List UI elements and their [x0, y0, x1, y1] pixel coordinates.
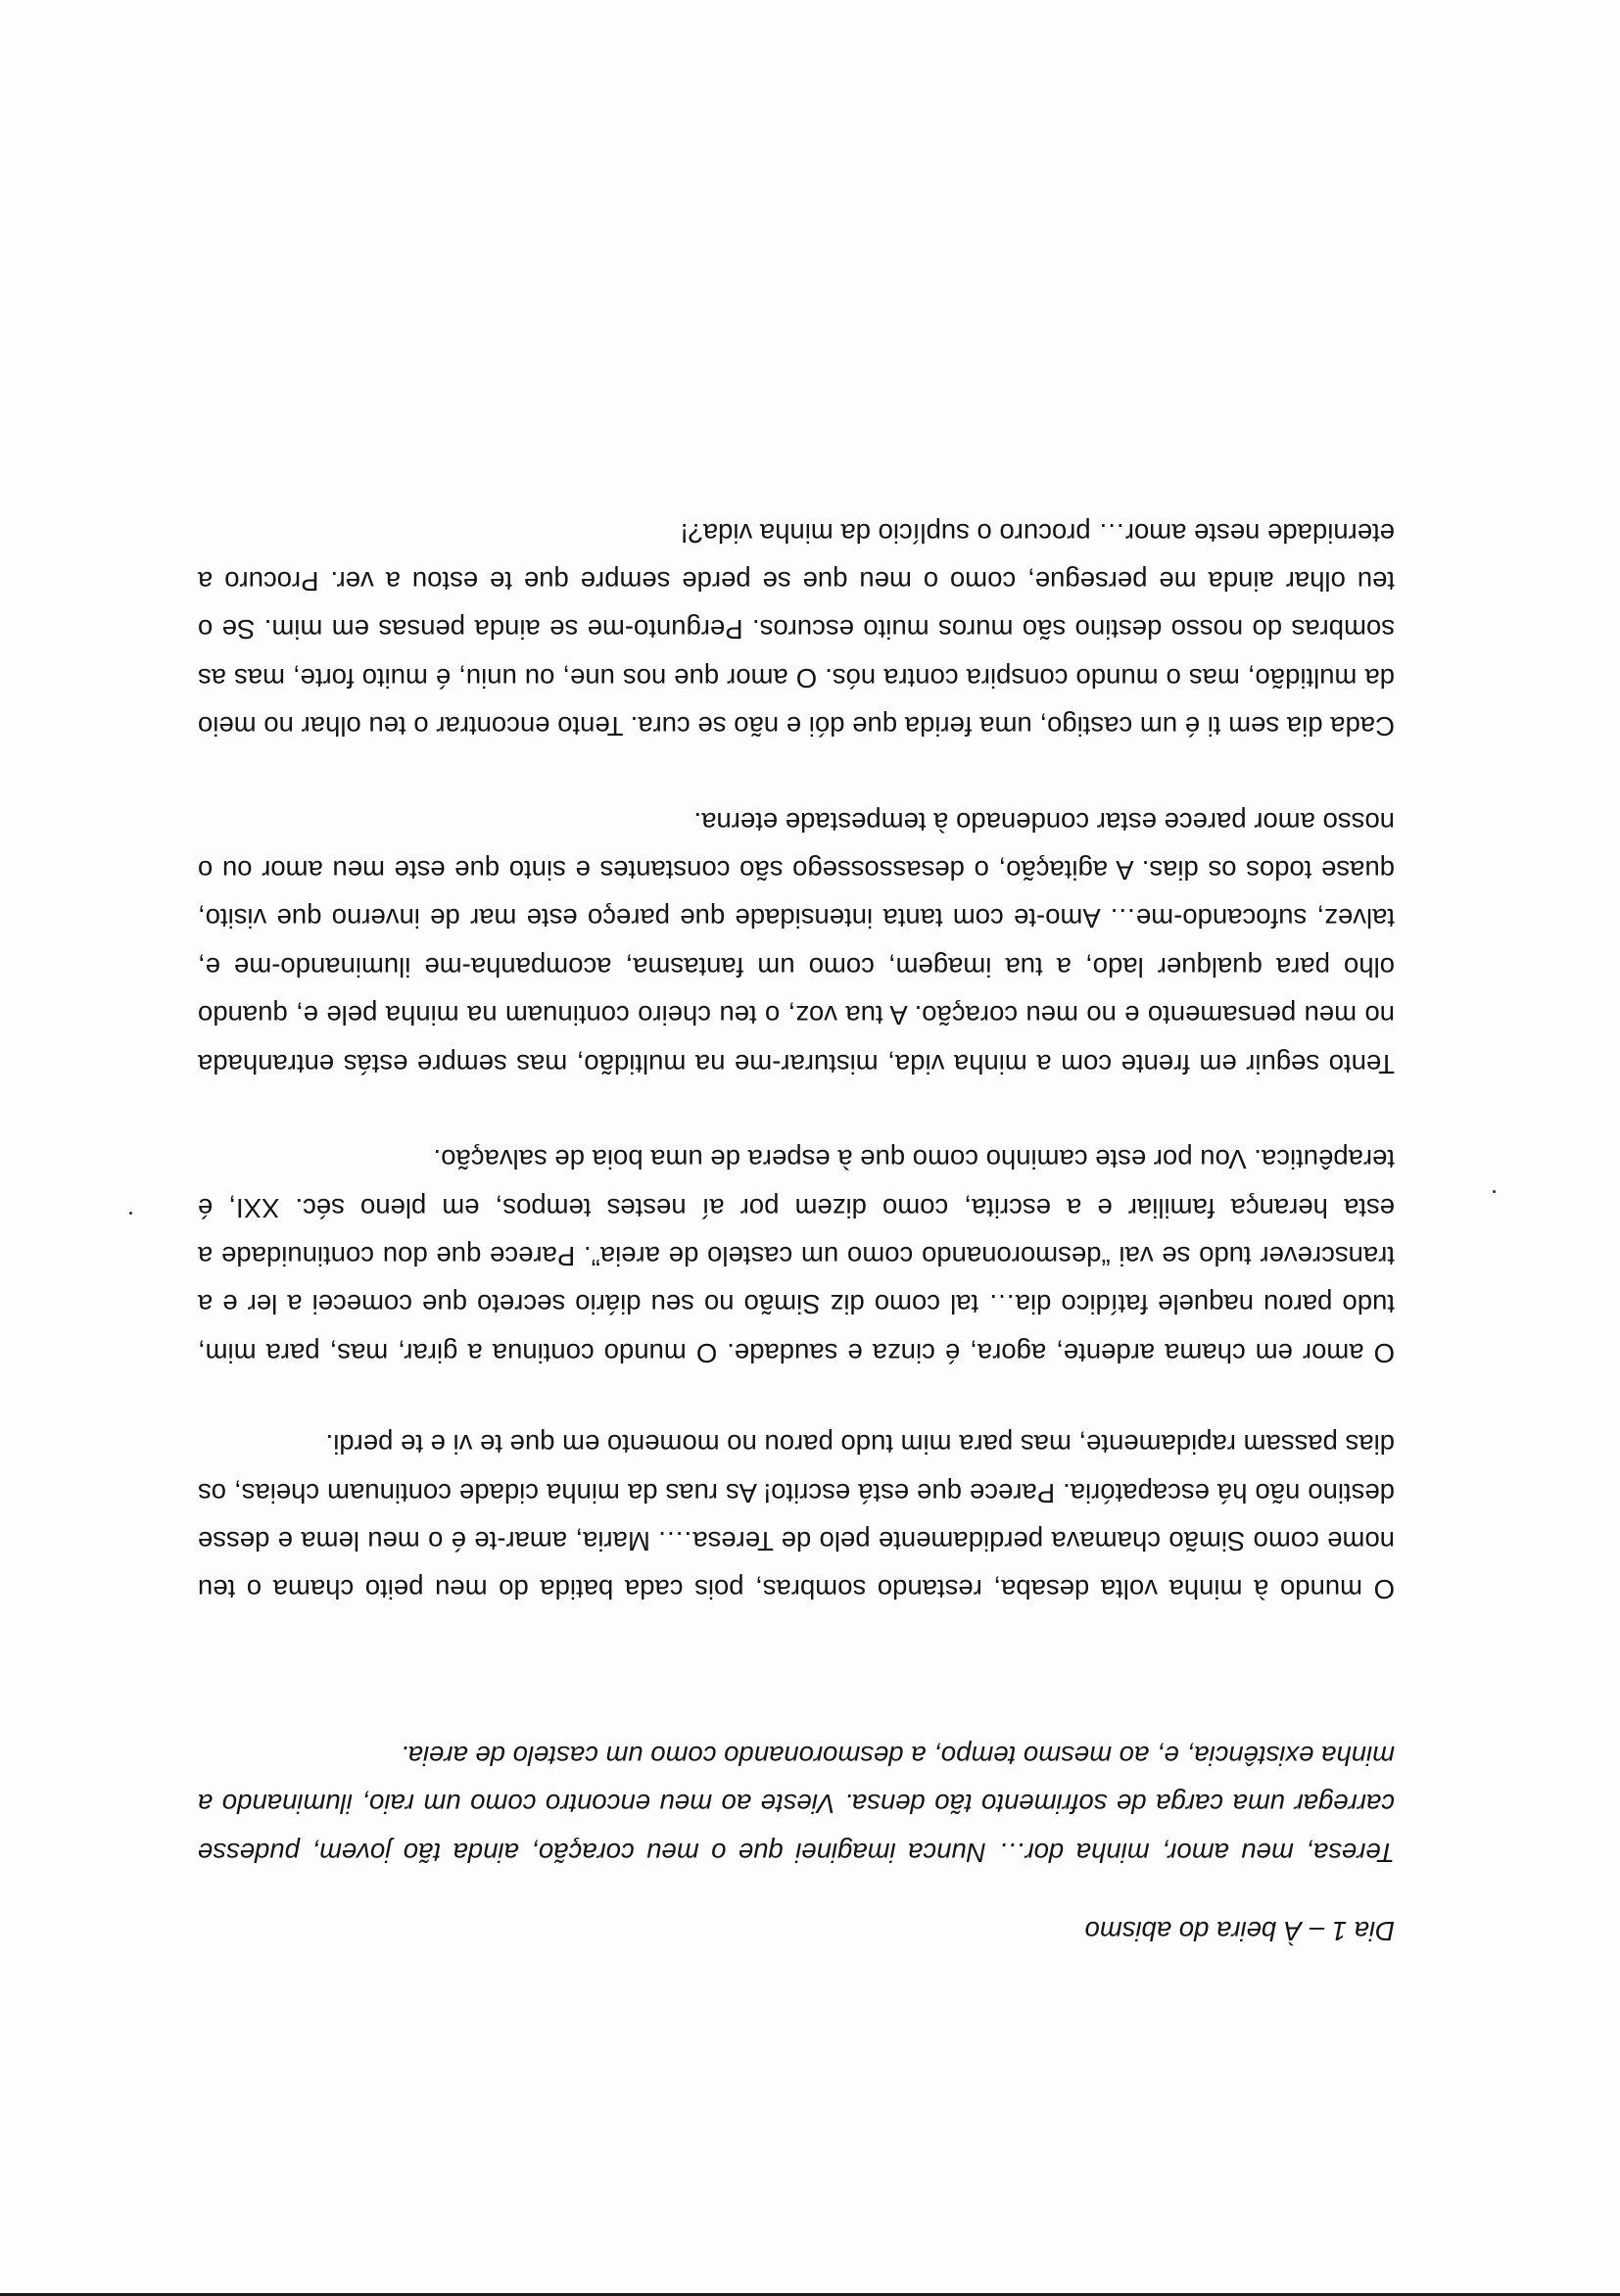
- chapter-heading: Dia 1 – À beira do abismo: [1084, 1916, 1395, 1946]
- scan-speck: [1493, 1190, 1496, 1193]
- body-paragraph: Cada dia sem ti é um castigo, uma ferida que dói e não se cura. Tento encontrar o teu olhar no meio da multidão, mas o mundo conspira contra nós. O amor que nos une, ou uniu, é muito forte, mas as sombras do nosso destino são muros muito escuros. Pergunto-me se ainda pensas em mim. Se o teu olhar ainda me persegue, como o meu que se perde sempre que te estou a ver. Procuro a eternidade neste amor… procuro o suplício da minha vida?!: [198, 517, 1395, 742]
- scan-speck: [129, 1212, 132, 1215]
- body-paragraph: O mundo à minha volta desaba, restando sombras, pois cada batida do meu peito chama o teu nome como Simão chamava perdidamente pelo de Teresa…. Maria, amar-te é o meu lema e desse destino não há escapatória. Parece que está escrito! As ruas da minha cidade continuam cheias, os dias passam rapidamente, mas para mim tudo parou no momento em que te vi e te perdi.: [198, 1429, 1395, 1605]
- body-paragraph: Tento seguir em frente com a minha vida, misturar-me na multidão, mas sempre estás entranhada no meu pensamento e no meu coração. A tua voz, o teu cheiro continuam na minha pele e, quando olho para qualquer lado, a tua imagem, como um fantasma, acompanha-me iluminando-me e, talvez, sufocando-me… Amo-te com tanta intensidade que pareço este mar de inverno que visito, quase todos os dias. A agitação, o desassossego são constantes e sinto que este meu amor ou o nosso amor parece estar condenado à tempestade eterna.: [198, 806, 1395, 1079]
- document-body: [198, 461, 1395, 1955]
- body-paragraph: O amor em chama ardente, agora, é cinza e saudade. O mundo continua a girar, mas, para mim, tudo parou naquele fatídico dia… tal como diz Simão no seu diário secreto que comecei a ler e a transcrever tudo se vai “desmoronando como um castelo de areia”. Parece que dou continuidade a esta herança familiar e a escrita, como dizem por aí nestes tempos, em pleno séc. XXI, é terapêutica. Vou por este caminho como que à espera de uma boia de salvação.: [198, 1144, 1395, 1368]
- intro-paragraph: Teresa, meu amor, minha dor… Nunca imaginei que o meu coração, ainda tão jovem, pudesse carregar uma carga de sofrimento tão densa. Vieste ao meu encontro como um raio, iluminando a minha existência, e, ao mesmo tempo, a desmoronando como um castelo de areia.: [198, 1740, 1395, 1868]
